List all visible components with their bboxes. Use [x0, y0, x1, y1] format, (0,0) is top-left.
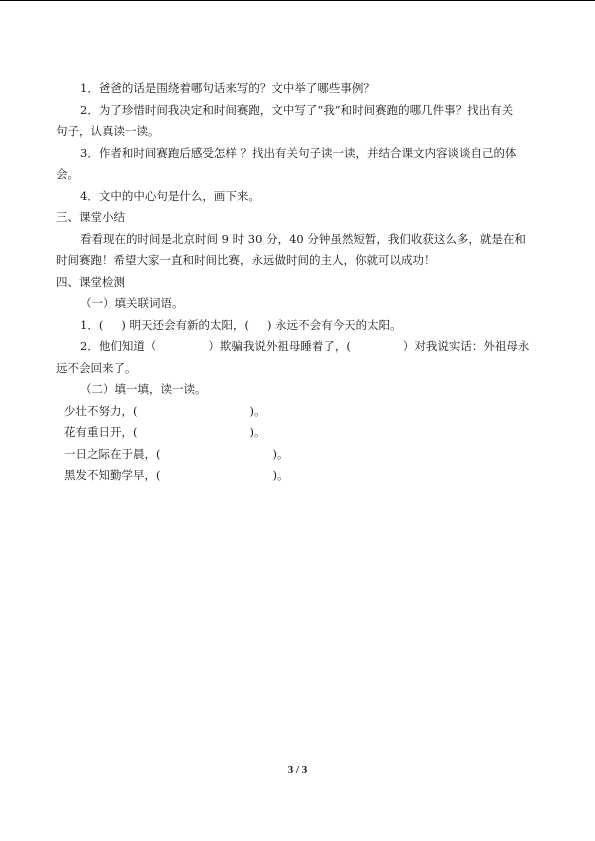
fill-item-1-suffix: ) 永远不会有今天的太阳。 [266, 317, 402, 332]
fill-item-2-prefix: 2．他们知道（ [80, 339, 157, 353]
document-body [56, 78, 542, 487]
fill-item-1 [56, 315, 542, 337]
proverb-suffix: )。 [249, 425, 266, 439]
summary-heading: 三、课堂小结 [56, 210, 125, 224]
summary-text-line-2: 时间赛跑！希望大家一直和时间比赛，永远做时间的主人，你就可以成功！ [56, 253, 436, 267]
proverb-prefix: 花有重日开，( [64, 425, 138, 439]
part2-title: （二）填一填，读一读。 [80, 382, 207, 396]
fill-item-1-prefix: 1．( [80, 317, 104, 332]
summary-text-line-1: 看看现在的时间是北京时间 9 时 30 分，40 分钟虽然短暂，我们收获这么多，就是在和 [80, 231, 526, 246]
proverb-line [56, 422, 542, 444]
proverb-line [56, 465, 542, 487]
proverb-prefix: 一日之际在于晨，( [64, 446, 161, 461]
question-1: 1．爸爸的话是围绕着哪句话来写的？文中举了哪些事例？ [80, 81, 375, 95]
proverb-suffix: )。 [272, 468, 289, 482]
question-3-line-2: 会。 [56, 167, 79, 181]
proverb-line [56, 401, 542, 423]
proverb-prefix: 黑发不知勤学早，( [64, 468, 161, 482]
proverb-suffix: )。 [272, 446, 289, 461]
part1-title: （一）填关联词语。 [80, 296, 184, 310]
fill-item-2-suffix: ）对我说实话：外祖母永 [402, 339, 530, 353]
fill-item-1-middle: ) 明天还会有新的太阳，( [121, 317, 249, 332]
top-border-line [0, 0, 595, 1]
page-number: 3 / 3 [287, 764, 308, 776]
fill-item-2-line-2: 远不会回来了。 [56, 360, 137, 375]
fill-item-2-line-1 [56, 336, 542, 358]
check-heading: 四、课堂检测 [56, 274, 125, 289]
question-2-line-1: 2．为了珍惜时间我决定和时间赛跑，文中写了“我”和时间赛跑的哪几件事？找出有关 [80, 102, 514, 117]
proverb-line [56, 444, 542, 466]
fill-item-2-middle: ）欺骗我说外祖母睡着了，( [208, 339, 351, 353]
proverb-prefix: 少壮不努力，( [64, 403, 138, 418]
question-3-line-1: 3．作者和时间赛跑后感受怎样 ？找出有关句子读一读，并结合课文内容谈谈自己的体 [80, 145, 517, 160]
proverb-suffix: )。 [249, 403, 266, 418]
question-4: 4．文中的中心句是什么，画下来。 [80, 188, 260, 203]
question-2-line-2: 句子，认真读一读。 [56, 124, 160, 138]
